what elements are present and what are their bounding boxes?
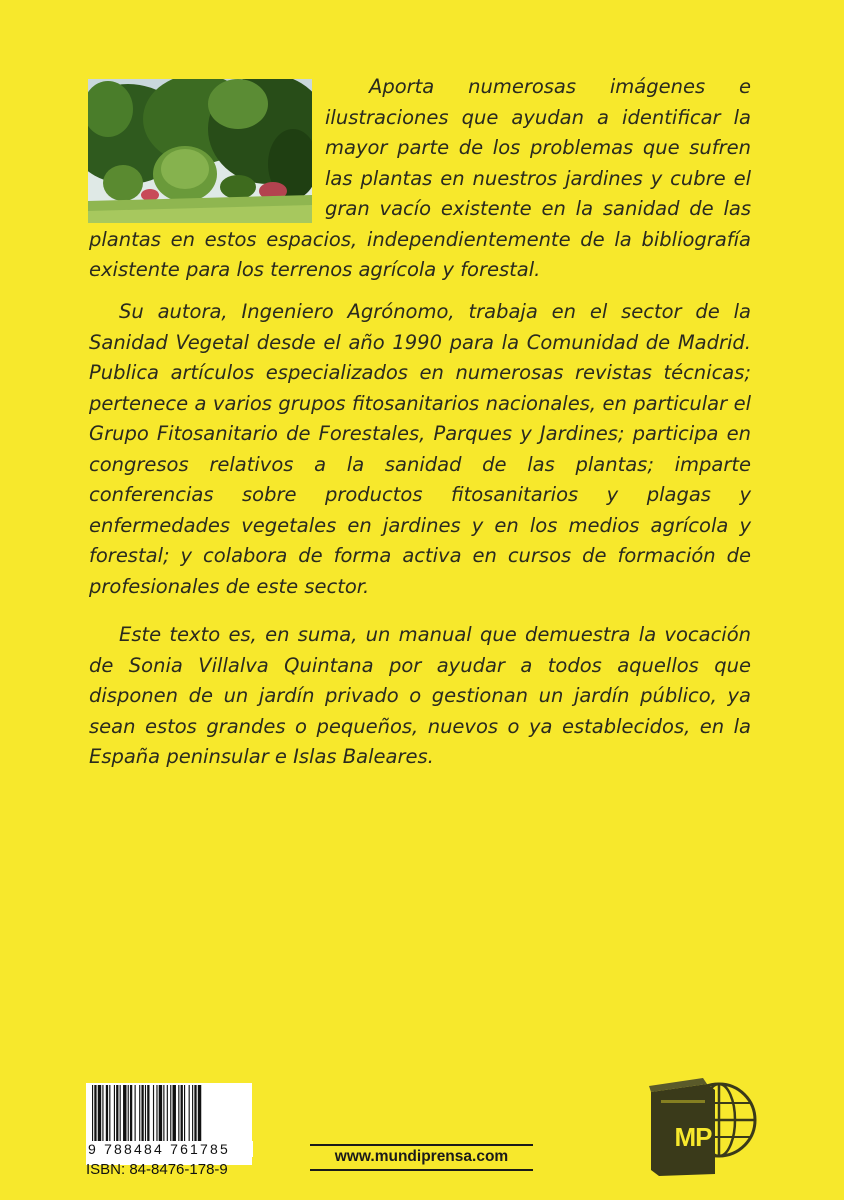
barcode-bar [102,1085,103,1141]
barcode-bar [141,1085,143,1141]
barcode-bar [135,1085,136,1141]
paragraph-3: Este texto es, en suma, un manual que demuestra la vocación de Sonia Villalva Quintana por ayudar a todos aquellos que disponen de un jardín privado o gestionan un jardín público, ya sean estos grandes o pequeños, nuevos o ya establecidos, en la España peninsular e Islas Baleares. [89,623,751,768]
barcode-bar [156,1085,157,1141]
barcode-bar [184,1085,185,1141]
barcode-bar [192,1085,193,1141]
barcode-bar [114,1085,115,1141]
paragraph-1 [89,72,751,286]
barcode-bar [98,1085,101,1141]
photo-spacer [89,72,325,224]
barcode-bar [116,1085,118,1141]
paragraph-2: Su autora, Ingeniero Agrónomo, trabaja en el sector de la Sanidad Vegetal desde el año 1990 para la Comunidad de Madrid. Publica artículos especializados en numerosas revistas técnicas; pertenece a varios grupos fitosanitarios nacionales, en particular el Grupo Fitosanitario de Forestales, Parques y Jardines; participa en congresos relativos a la sanidad de las plantas; imparte conferencias sobre productos fitosanitarios y plagas y enfermedades vegetales en jardines y en los medios agrícola y forestal; y colabora de forma activa en cursos de formación de profesionales de este sector. [89,300,751,598]
barcode-bar [159,1085,162,1141]
barcode-bar [94,1085,96,1141]
paragraph-1-text: Aporta numerosas imágenes e ilustraciones que ayudan a identificar la mayor parte de los problemas que sufren las plantas en nuestros jardines y cubre el gran vacío existente en la sanidad de las plantas en estos espacios, independientemente de la bibliografía existente para los terrenos agrícola y forestal. [89,75,751,281]
barcode-bar [128,1085,129,1141]
barcode-bar [163,1085,164,1141]
barcode-bar [167,1085,168,1141]
website-link[interactable]: www.mundiprensa.com [310,1148,533,1171]
barcode-bar [147,1085,149,1141]
barcode-number: 9 788484 761785 [87,1141,253,1157]
logo-letters: MP [674,1122,712,1152]
barcode-bar [123,1085,126,1141]
barcode-bar [173,1085,176,1141]
barcode-bar [139,1085,140,1141]
barcode-bar [145,1085,146,1141]
barcode-bar [130,1085,132,1141]
barcode-bar [181,1085,183,1141]
barcode-bar [153,1085,154,1141]
barcode-bar [194,1085,196,1141]
barcode-bar [189,1085,190,1141]
barcode-bar [120,1085,121,1141]
barcode-bar [198,1085,201,1141]
barcode-bar [178,1085,179,1141]
barcode-bar [109,1085,110,1141]
barcode-bar [170,1085,171,1141]
barcode-bar [92,1085,93,1141]
isbn-text: ISBN: 84-8476-178-9 [86,1161,228,1178]
barcode-bar [106,1085,108,1141]
